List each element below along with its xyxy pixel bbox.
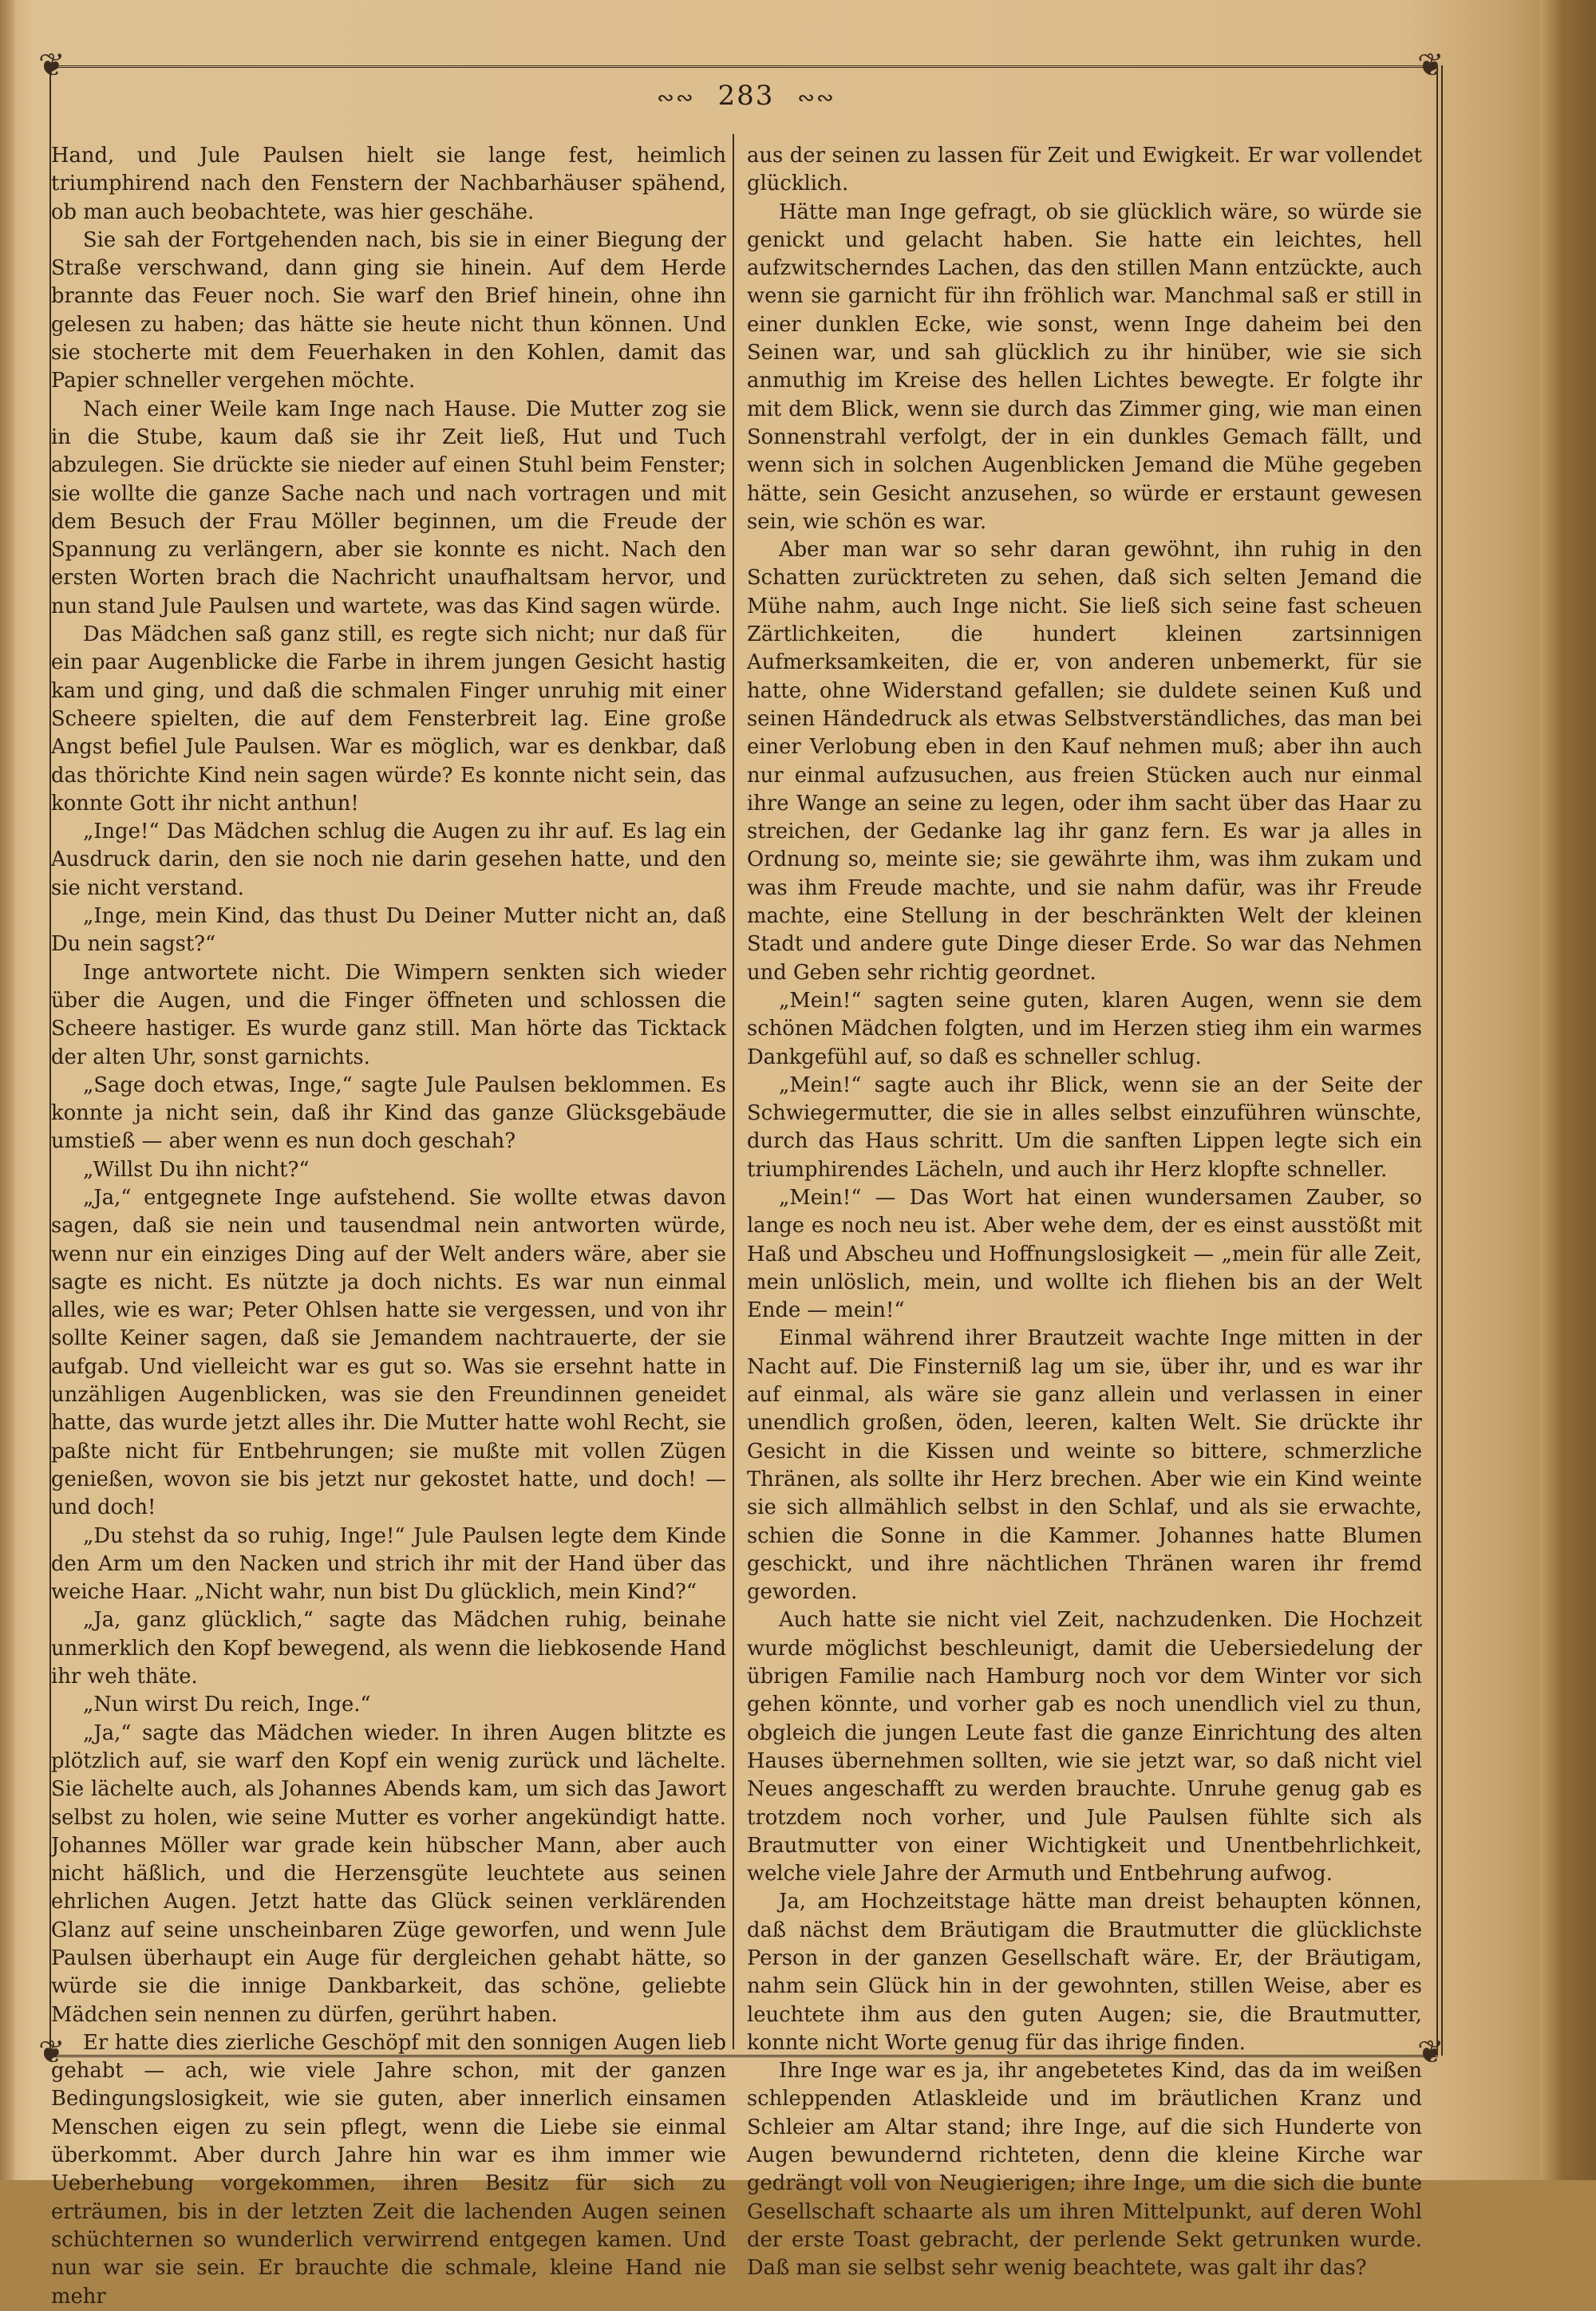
paragraph: „Ja,“ entgegnete Inge aufstehend. Sie wollte etwas davon sagen, daß sie nein und tausendmal nein antworten würde, wenn nur ein einziges Ding auf der Welt anders wäre, aber sie sagte es nicht. Es nützte ja doch nichts. Es war nun einmal alles, wie es war; Peter Ohlsen hatte sie vergessen, und von ihr sollte Keiner sagen, daß sie Jemandem nachtrauerte, der sie aufgab. Und vielleicht war es gut so. Was sie ersehnt hatte in unzähligen Augenblicken, was sie den Freundinnen geneidet hatte, das wurde jetzt alles ihr. Die Mutter hatte wohl Recht, sie paßte nicht für Entbehrungen; sie mußte mit vollen Zügen genießen, wovon sie bis jetzt nur gekostet hatte, und doch! — und doch! xyxy=(51,1185,726,1520)
paragraph: „Inge, mein Kind, das thust Du Deiner Mutter nicht an, daß Du nein sagst?“ xyxy=(51,904,726,957)
corner-ornament-top-left-icon: ❦ xyxy=(38,47,65,84)
paragraph: „Du stehst da so ruhig, Inge!“ Jule Paulsen legte dem Kinde den Arm um den Nacken und strich ihr mit der Hand über das weiche Haar. „Nicht wahr, nun bist Du glücklich, mein Kind?“ xyxy=(51,1523,726,1605)
paragraph: Ihre Inge war es ja, ihr angebetetes Kind, das da im weißen schleppenden Atlaskleide und im bräutlichen Kranz und Schleier am Altar stand; ihre Inge, auf die sich Hunderte von Augen bewundernd richteten, denn die kleine Kirche war gedrängt voll von Neugierigen; ihre Inge, um die sich die bunte Gesellschaft schaarte als um ihren Mittelpunkt, auf deren Wohl der erste Toast gebracht, der perlende Sekt getrunken wurde. Daß man sie selbst sehr wenig beachtete, was galt ihr das? xyxy=(747,2059,1422,2281)
header-flourish-left: ∾∾ xyxy=(657,86,695,110)
column-divider xyxy=(733,134,734,2049)
paragraph: „Mein!“ sagte auch ihr Blick, wenn sie an der Seite der Schwiegermutter, die sie in alles selbst einzuführen wünschte, durch das Haus schritt. Um die sanften Lippen legte sich ein triumphirendes Lächeln, und auch ihr Herz klopfte schneller. xyxy=(747,1073,1422,1182)
page-left-edge xyxy=(0,0,14,2180)
page-header xyxy=(48,80,1444,112)
frame-right-rule-inner xyxy=(1441,65,1443,2056)
paragraph: „Ja,“ sagte das Mädchen wieder. In ihren Augen blitzte es plötzlich auf, sie warf den Kopf ein wenig zurück und lächelte. Sie lächelte auch, als Johannes Abends kam, um sich das Jawort selbst zu holen, wie seine Mutter es vorher angekündigt hatte. Johannes Möller war grade kein hübscher Mann, aber auch nicht häßlich, und die Herzensgüte leuchtete aus seinen ehrlichen Augen. Jetzt hatte das Glück seinen verklärenden Glanz auf seine unscheinbaren Züge geworfen, und wenn Jule Paulsen überhaupt ein Auge für dergleichen gehabt hätte, so würde sie die innige Dankbarkeit, das schöne, geliebte Mädchen sein nennen zu dürfen, gerührt haben. xyxy=(51,1720,726,2027)
page-number: 283 xyxy=(717,80,775,112)
paragraph: „Mein!“ sagten seine guten, klaren Augen, wenn sie dem schönen Mädchen folgten, und im Herzen stieg ihm ein warmes Dankgefühl auf, so daß es schneller schlug. xyxy=(747,988,1422,1069)
paragraph: „Mein!“ — Das Wort hat einen wundersamen Zauber, so lange es noch neu ist. Aber wehe dem, der es einst ausstößt mit Haß und Abscheu und Hoffnungslosigkeit — „mein für alle Zeit, mein unlöslich, mein, und wollte ich fliehen bis an der Welt Ende — mein!“ xyxy=(747,1185,1422,1323)
book-spine xyxy=(1540,0,1596,2180)
paragraph: Einmal während ihrer Brautzeit wachte Inge mitten in der Nacht auf. Die Finsterniß lag um sie, über ihr, und es war ihr auf einmal, als wäre sie ganz allein und verlassen in einer unendlich großen, öden, leeren, kalten Welt. Sie drückte ihr Gesicht in die Kissen und weinte so bittere, schmerzliche Thränen, als sollte ihr Herz brechen. Aber wie ein Kind weinte sie sich allmählich selbst in den Schlaf, und als sie erwachte, schien die Sonne in die Kammer. Johannes hatte Blumen geschickt, und ihre nächtlichen Thränen waren ihr fremd geworden. xyxy=(747,1326,1422,1605)
corner-ornament-bottom-right-icon: ❦ xyxy=(1417,2034,1444,2071)
paragraph: Hätte man Inge gefragt, ob sie glücklich wäre, so würde sie genickt und gelacht haben. Sie hatte ein leichtes, hell aufzwitscherndes Lachen, das den stillen Mann entzückte, auch wenn sie garnicht für ihn fröhlich war. Manchmal saß er still in einer dunklen Ecke, wie sonst, wenn Inge daheim bei den Seinen war, und sah glücklich zu ihr hinüber, wie sie sich anmuthig im Kreise des hellen Lichtes bewegte. Er folgte ihr mit dem Blick, wenn sie durch das Zimmer ging, wie man einen Sonnenstrahl verfolgt, der in ein dunkles Gemach fällt, und wenn sich in solchen Augenblicken Jemand die Mühe gegeben hätte, sein Gesicht anzusehen, so würde er erstaunt gewesen sein, wie schön es war. xyxy=(747,199,1422,534)
frame-right-rule xyxy=(1436,65,1438,2056)
paragraph: Nach einer Weile kam Inge nach Hause. Die Mutter zog sie in die Stube, kaum daß sie ihr Zeit ließ, Hut und Tuch abzulegen. Sie drückte sie nieder auf einen Stuhl beim Fenster; sie wollte die ganze Sache nach und nach vortragen und mit dem Besuch der Frau Möller beginnen, um die Freude der Spannung zu verlängern, aber sie konnte es nicht. Nach den ersten Worten brach die Nachricht unaufhaltsam hervor, und nun stand Jule Paulsen und wartete, was das Kind sagen würde. xyxy=(51,397,726,618)
corner-ornament-top-right-icon: ❦ xyxy=(1417,47,1444,84)
corner-ornament-bottom-left-icon: ❦ xyxy=(38,2034,65,2071)
paragraph: Das Mädchen saß ganz still, es regte sich nicht; nur daß für ein paar Augenblicke die Farbe in ihrem jungen Gesicht hastig kam und ging, und daß die schmalen Finger unruhig mit einer Scheere spielten, die auf dem Fensterbreit lag. Eine große Angst befiel Jule Paulsen. War es möglich, war es denkbar, daß das thörichte Kind nein sagen würde? Es konnte nicht sein, das konnte Gott ihr nicht anthun! xyxy=(51,622,726,816)
paragraph: Aber man war so sehr daran gewöhnt, ihn ruhig in den Schatten zurücktreten zu sehen, daß sich selten Jemand die Mühe nahm, auch Inge nicht. Sie ließ sich seine fast scheuen Zärtlichkeiten, die hundert kleinen zartsinnigen Aufmerksamkeiten, die er, von anderen unbemerkt, für sie hatte, ohne Widerstand gefallen; sie duldete seinen Kuß und seinen Händedruck als etwas Selbstverständliches, das man bei einer Verlobung eben in den Kauf nehmen muß; aber ihn auch nur einmal aufzusuchen, aus freien Stücken auch nur einmal ihre Wange an seine zu legen, oder ihm sacht über das Haar zu streichen, der Gedanke lag ihr ganz fern. Es war ja alles in Ordnung so, meinte sie; sie gewährte ihm, was ihm zukam und was ihm Freude machte, und sie nahm dafür, was ihr Freude machte, eine Stellung in der beschränkten Welt der kleinen Stadt und andere gute Dinge dieser Erde. So war das Nehmen und Geben sehr richtig geordnet. xyxy=(747,538,1422,985)
paragraph: „Willst Du ihn nicht?“ xyxy=(83,1157,310,1182)
paragraph: „Ja, ganz glücklich,“ sagte das Mädchen ruhig, beinahe unmerklich den Kopf bewegend, als wenn die liebkosende Hand ihr weh thäte. xyxy=(51,1608,726,1689)
paragraph: „Sage doch etwas, Inge,“ sagte Jule Paulsen beklommen. Es konnte ja nicht sein, daß ihr Kind das ganze Glücksgebäude umstieß — aber wenn es nun doch geschah? xyxy=(51,1073,726,1154)
paragraph: „Nun wirst Du reich, Inge.“ xyxy=(83,1693,371,1717)
paragraph: aus der seinen zu lassen für Zeit und Ewigkeit. Er war vollendet glücklich. xyxy=(747,144,1422,196)
paragraph: Er hatte dies zierliche Geschöpf mit den sonnigen Augen lieb gehabt — ach, wie viele Jahre schon, mit der ganzen Bedingungslosigkeit, wie sie guten, aber innerlich einsamen Menschen eigen zu sein pflegt, wenn die Liebe sie einmal überkommt. Aber durch Jahre hin war es ihm immer wie Ueberhebung vorgekommen, ihren Besitz für sich zu erträumen, bis in der letzten Zeit die lachenden Augen seinen schüchternen so wunderlich verwirrend entgegen kamen. Und nun war sie sein. Er brauchte die schmale, kleine Hand nie mehr xyxy=(51,2030,726,2309)
paragraph: Ja, am Hochzeitstage hätte man dreist behaupten können, daß nächst dem Bräutigam die Brautmutter die glücklichste Person in der ganzen Gesellschaft wäre. Er, der Bräutigam, nahm sein Glück hin in der gewohnten, stillen Weise, aber es leuchtete ihm aus den guten Augen; sie, die Brautmutter, konnte nicht Worte genug für das ihrige finden. xyxy=(747,1890,1422,2055)
paragraph: „Inge!“ Das Mädchen schlug die Augen zu ihr auf. Es lag ein Ausdruck darin, den sie noch nie darin gesehen hatte, und den sie nicht verstand. xyxy=(51,820,726,900)
paragraph: Inge antwortete nicht. Die Wimpern senkten sich wieder über die Augen, und die Finger öffneten und schlossen die Scheere hastiger. Es wurde ganz still. Man hörte das Ticktack der alten Uhr, sonst garnichts. xyxy=(51,960,726,1069)
paragraph: Hand, und Jule Paulsen hielt sie lange fest, heimlich triumphirend nach den Fenstern der Nachbarhäuser spähend, ob man auch beobachtete, was hier geschähe. xyxy=(51,144,726,224)
paragraph: Auch hatte sie nicht viel Zeit, nachzudenken. Die Hochzeit wurde möglichst beschleunigt, damit die Uebersiedelung der übrigen Familie nach Hamburg noch vor dem Winter vor sich gehen könnte, und vorher gab es noch unendlich viel zu thun, obgleich die jungen Leute fast die ganze Einrichtung des alten Hauses übernehmen sollten, wie sie jetzt war, so daß nicht viel Neues angeschafft zu werden brauchte. Unruhe genug gab es trotzdem noch vorher, und Jule Paulsen fühlte sich als Brautmutter von einer Wichtigkeit und Unentbehrlichkeit, welche viele Jahre der Armuth und Entbehrung aufwog. xyxy=(747,1608,1422,1886)
right-text-column xyxy=(747,142,1422,2281)
paragraph: Sie sah der Fortgehenden nach, bis sie in einer Biegung der Straße verschwand, dann ging sie hinein. Auf dem Herde brannte das Feuer noch. Sie warf den Brief hinein, ohne ihn gelesen zu haben; das hätte sie heute nicht thun können. Und sie stocherte mit dem Feuerhaken in den Kohlen, damit das Papier schneller vergehen möchte. xyxy=(51,227,726,393)
left-text-column xyxy=(51,142,726,2309)
header-flourish-right: ∾∾ xyxy=(797,86,836,110)
